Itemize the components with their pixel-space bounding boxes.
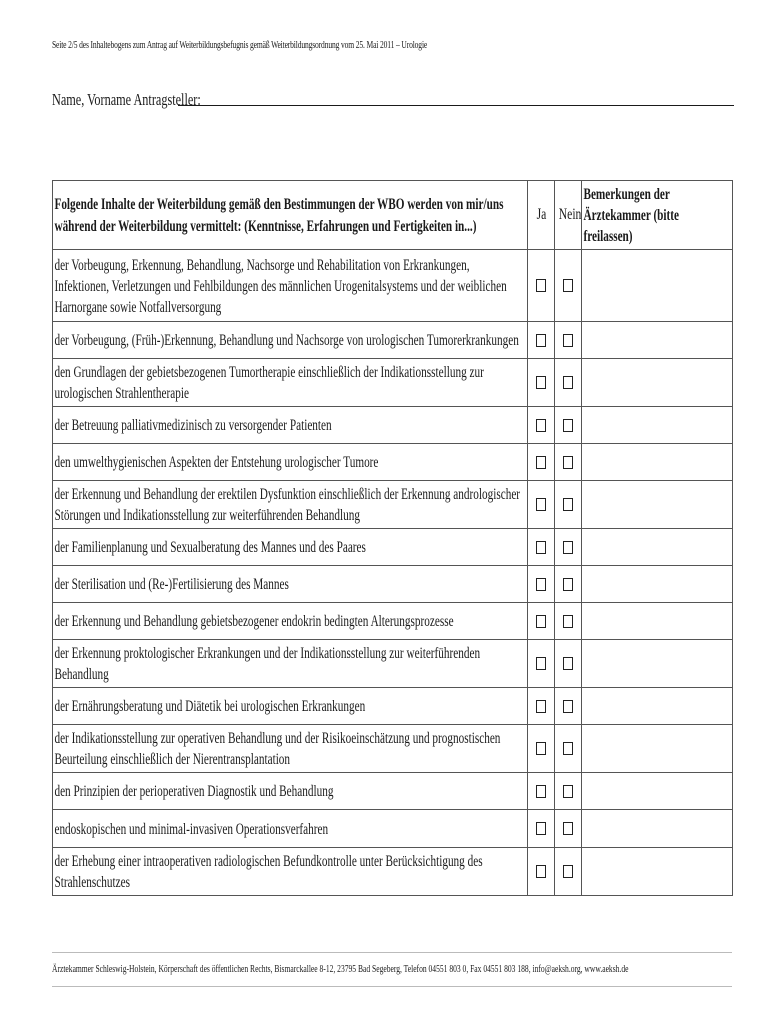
- row-nein-cell: [555, 848, 582, 896]
- row-description-text: der Betreuung palliativmedizinisch zu versorgender Patienten: [54, 417, 332, 434]
- nein-checkbox[interactable]: [563, 334, 573, 347]
- row-ja-cell: [528, 566, 555, 603]
- row-ja-cell: [528, 603, 555, 640]
- row-description: [53, 481, 528, 529]
- row-description-text: endoskopischen und minimal-invasiven Operationsverfahren: [54, 820, 329, 838]
- row-description: [53, 529, 528, 566]
- row-description: [53, 407, 528, 444]
- row-description-text: der Ernährungsberatung und Diätetik bei urologischen Erkrankungen: [54, 698, 366, 715]
- row-description-text: der Erkennung proktologischer Erkrankungen und der Indikationsstellung zur weiterführenden Behandlung: [54, 645, 481, 683]
- row-description: [53, 250, 528, 322]
- nein-checkbox[interactable]: [563, 419, 573, 432]
- nein-checkbox[interactable]: [563, 657, 573, 670]
- nein-checkbox[interactable]: [563, 865, 573, 878]
- ja-checkbox[interactable]: [536, 578, 546, 591]
- nein-checkbox[interactable]: [563, 700, 573, 713]
- row-nein-cell: [555, 773, 582, 810]
- column-header-ja: Ja: [528, 181, 555, 250]
- row-description-text: der Erkennung und Behandlung gebietsbezogener endokrin bedingten Alterungsprozesse: [54, 613, 454, 630]
- ja-checkbox[interactable]: [536, 541, 546, 554]
- row-description: [53, 322, 528, 359]
- nein-checkbox[interactable]: [563, 785, 573, 798]
- ja-checkbox[interactable]: [536, 456, 546, 469]
- row-description: [53, 688, 528, 725]
- ja-checkbox[interactable]: [536, 742, 546, 755]
- table-row: [53, 407, 733, 444]
- row-ja-cell: [528, 481, 555, 529]
- row-description-text: der Vorbeugung, Erkennung, Behandlung, Nachsorge und Rehabilitation von Erkrankungen, Infektionen, Verletzungen und Fehlbildungen des männlichen Urogenitalsystems und der weiblichen Harnorgane sowie Notfallversorgung: [54, 256, 507, 316]
- table-body: [53, 250, 733, 896]
- row-nein-cell: [555, 725, 582, 773]
- row-nein-cell: [555, 640, 582, 688]
- row-remarks-cell: [582, 250, 733, 322]
- row-ja-cell: [528, 773, 555, 810]
- row-ja-cell: [528, 640, 555, 688]
- ja-checkbox[interactable]: [536, 419, 546, 432]
- nein-checkbox[interactable]: [563, 742, 573, 755]
- ja-checkbox[interactable]: [536, 334, 546, 347]
- nein-checkbox[interactable]: [563, 456, 573, 469]
- row-remarks-cell: [582, 566, 733, 603]
- ja-checkbox[interactable]: [536, 785, 546, 798]
- row-nein-cell: [555, 407, 582, 444]
- table-row: [53, 603, 733, 640]
- nein-checkbox[interactable]: [563, 615, 573, 628]
- row-ja-cell: [528, 444, 555, 481]
- applicant-name-field[interactable]: [178, 105, 734, 106]
- row-nein-cell: [555, 481, 582, 529]
- row-nein-cell: [555, 444, 582, 481]
- row-description: [53, 566, 528, 603]
- row-description: [53, 640, 528, 688]
- table-row: [53, 250, 733, 322]
- row-description-text: der Erkennung und Behandlung der erektilen Dysfunktion einschließlich der Erkennung andrologischer Störungen und Indikationsstellung zur weiterführenden Behandlung: [54, 486, 521, 524]
- row-remarks-cell: [582, 640, 733, 688]
- column-header-nein: Nein: [555, 181, 582, 250]
- table-header-row: [53, 181, 733, 250]
- table-row: [53, 481, 733, 529]
- column-header-description: Folgende Inhalte der Weiterbildung gemäß den Bestimmungen der WBO werden von mir/uns während der Weiterbildung vermittelt: (Kenntnisse, Erfahrungen und Fertigkeiten in...): [53, 181, 528, 250]
- row-ja-cell: [528, 810, 555, 848]
- row-description-text: der Erhebung einer intraoperativen radiologischen Befundkontrolle unter Berücksichtigung des Strahlenschutzes: [54, 853, 483, 891]
- row-description: [53, 359, 528, 407]
- row-ja-cell: [528, 407, 555, 444]
- row-remarks-cell: [582, 529, 733, 566]
- row-remarks-cell: [582, 603, 733, 640]
- row-description: [53, 444, 528, 481]
- nein-checkbox[interactable]: [563, 376, 573, 389]
- row-remarks-cell: [582, 407, 733, 444]
- row-description-text: den Grundlagen der gebietsbezogenen Tumortherapie einschließlich der Indikationsstellung zur urologischen Strahlentherapie: [54, 364, 484, 402]
- row-remarks-cell: [582, 688, 733, 725]
- row-ja-cell: [528, 322, 555, 359]
- nein-checkbox[interactable]: [563, 541, 573, 554]
- ja-checkbox[interactable]: [536, 700, 546, 713]
- ja-checkbox[interactable]: [536, 822, 546, 835]
- row-description-text: der Vorbeugung, (Früh-)Erkennung, Behandlung und Nachsorge von urologischen Tumorerkrankungen: [54, 332, 519, 349]
- row-description-text: der Sterilisation und (Re-)Fertilisierung des Mannes: [54, 576, 289, 593]
- footer-divider-top: [52, 952, 732, 953]
- ja-checkbox[interactable]: [536, 657, 546, 670]
- row-ja-cell: [528, 250, 555, 322]
- row-ja-cell: [528, 359, 555, 407]
- row-remarks-cell: [582, 322, 733, 359]
- row-nein-cell: [555, 566, 582, 603]
- row-description: [53, 848, 528, 896]
- row-nein-cell: [555, 322, 582, 359]
- column-header-remarks: Bemerkungen der Ärztekammer (bitte freilassen): [582, 181, 733, 250]
- table-row: [53, 688, 733, 725]
- nein-checkbox[interactable]: [563, 279, 573, 292]
- table-row: [53, 529, 733, 566]
- nein-checkbox[interactable]: [563, 498, 573, 511]
- row-description: [53, 603, 528, 640]
- row-description: [53, 810, 528, 848]
- row-description-text: den Prinzipien der perioperativen Diagnostik und Behandlung: [54, 783, 334, 800]
- row-nein-cell: [555, 603, 582, 640]
- row-description-text: der Familienplanung und Sexualberatung des Mannes und des Paares: [54, 539, 366, 556]
- row-remarks-cell: [582, 810, 733, 848]
- content-table: [52, 180, 733, 896]
- row-nein-cell: [555, 250, 582, 322]
- row-ja-cell: [528, 848, 555, 896]
- ja-checkbox[interactable]: [536, 865, 546, 878]
- row-description: [53, 773, 528, 810]
- table-row: [53, 359, 733, 407]
- row-ja-cell: [528, 688, 555, 725]
- applicant-name-label: Name, Vorname Antragsteller:: [52, 90, 201, 109]
- nein-checkbox[interactable]: [563, 578, 573, 591]
- row-description: [53, 725, 528, 773]
- table-row: [53, 640, 733, 688]
- row-remarks-cell: [582, 773, 733, 810]
- page-header: Seite 2/5 des Inhaltebogens zum Antrag auf Weiterbildungsbefugnis gemäß Weiterbildungsordnung vom 25. Mai 2011 – Urologie: [52, 40, 428, 51]
- ja-checkbox[interactable]: [536, 615, 546, 628]
- footer-divider-bottom: [52, 986, 732, 987]
- row-nein-cell: [555, 359, 582, 407]
- ja-checkbox[interactable]: [536, 498, 546, 511]
- table-row: [53, 444, 733, 481]
- table-row: [53, 848, 733, 896]
- table-row: [53, 725, 733, 773]
- table-row: [53, 773, 733, 810]
- page-footer: Ärztekammer Schleswig-Holstein, Körperschaft des öffentlichen Rechts, Bismarckallee 8-12, 23795 Bad Segeberg, Telefon 04551 803 0, Fax 04551 803 188, info@aeksh.org, www.aeksh.de: [52, 964, 629, 975]
- row-remarks-cell: [582, 359, 733, 407]
- row-nein-cell: [555, 810, 582, 848]
- row-description-text: den umwelthygienischen Aspekten der Entstehung urologischer Tumore: [54, 454, 379, 471]
- table-row: [53, 322, 733, 359]
- row-description-text: der Indikationsstellung zur operativen Behandlung und der Risikoeinschätzung und prognostischen Beurteilung einschließlich der Nierentransplantation: [54, 730, 501, 768]
- row-ja-cell: [528, 529, 555, 566]
- table-row: [53, 566, 733, 603]
- applicant-name-row: [52, 90, 734, 110]
- ja-checkbox[interactable]: [536, 279, 546, 292]
- nein-checkbox[interactable]: [563, 822, 573, 835]
- row-remarks-cell: [582, 444, 733, 481]
- row-remarks-cell: [582, 848, 733, 896]
- row-ja-cell: [528, 725, 555, 773]
- table-row: [53, 810, 733, 848]
- row-remarks-cell: [582, 481, 733, 529]
- row-nein-cell: [555, 688, 582, 725]
- row-nein-cell: [555, 529, 582, 566]
- row-remarks-cell: [582, 725, 733, 773]
- ja-checkbox[interactable]: [536, 376, 546, 389]
